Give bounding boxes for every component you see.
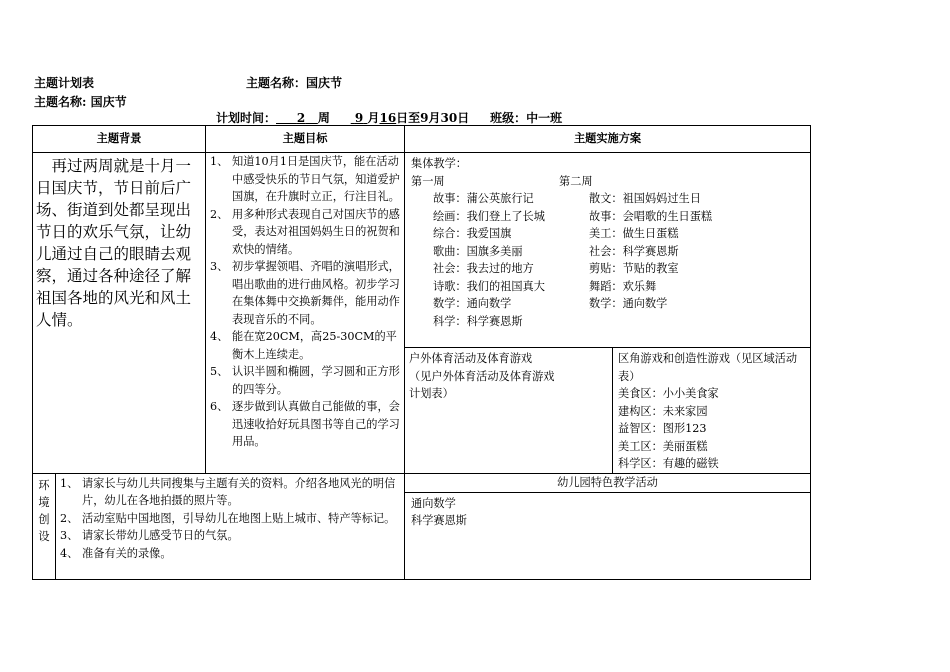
goal-text: 认识半圆和椭圆，学习圆和正方形的四等分。	[232, 365, 400, 396]
goal-item	[210, 153, 400, 206]
month-unit: 月	[367, 111, 380, 125]
env-label-cell	[33, 473, 56, 579]
outdoor-cell	[405, 348, 613, 474]
env-items-cell	[56, 473, 405, 579]
special-items-cell	[405, 492, 811, 579]
collective-row	[411, 313, 804, 331]
week-two-activity: 社会：科学赛恩斯	[589, 244, 679, 258]
week-two-activity	[581, 313, 804, 331]
week-two-label: 第二周	[559, 174, 593, 188]
collective-title: 集体教学：	[411, 157, 467, 170]
env-item-text: 活动室贴中国地图，引导幼儿在地图上贴上城市、特产等标记。	[82, 511, 396, 525]
date-range-end: 日至9月30日	[396, 111, 470, 125]
theme-name-label-2: 主题名称:	[34, 95, 87, 109]
env-item	[60, 527, 400, 545]
week-two-activity: 舞蹈：欢乐舞	[589, 279, 657, 293]
env-item-number: 2、	[60, 511, 79, 525]
special-item: 通向数学	[411, 496, 456, 510]
class-name: 中一班	[526, 111, 563, 125]
week-two-activity: 剪贴：节贴的教室	[589, 262, 679, 275]
env-item	[60, 510, 400, 528]
goal-number: 1、	[210, 155, 229, 168]
theme-plan-table	[32, 125, 811, 580]
goal-text: 知道10月1日是国庆节，能在活动中感受快乐的节日气氛，知道爱护国旗，在升旗时立正，行注目礼。	[232, 155, 400, 203]
goal-number: 3、	[210, 260, 229, 273]
outdoor-line: 计划表）	[409, 387, 454, 400]
background-text: 再过两周就是十月一日国庆节，节日前后广场、街道到处都呈现出节日的欢乐气氛，让幼儿通过自己的眼睛去观察，通过各种途径了解祖国各地的风光和风土人情。	[36, 157, 192, 329]
corner-area: 建构区：未来家园	[618, 404, 708, 418]
theme-name-value-2: 国庆节	[90, 95, 127, 109]
week-two-activity: 数学：通向数学	[589, 297, 668, 310]
corner-line: 区角游戏和创造性游戏（见区域活动表）	[618, 352, 798, 383]
collective-rows	[411, 190, 804, 330]
week-one-activity: 综合：我爱国旗	[433, 227, 512, 240]
goal-item	[210, 363, 400, 398]
env-label-char: 创	[38, 512, 50, 526]
goal-number: 4、	[210, 330, 229, 343]
corner-games	[613, 348, 810, 473]
week-one-activity: 数学：通向数学	[433, 297, 512, 310]
goal-number: 6、	[210, 400, 229, 413]
corner-area: 美工区：美丽蛋糕	[618, 439, 708, 453]
env-item-number: 3、	[60, 529, 79, 542]
collective-teaching-cell	[405, 153, 811, 348]
background-cell	[33, 153, 206, 474]
corner-area: 益智区：图形123	[618, 422, 707, 435]
special-items	[405, 493, 810, 530]
week-one-activity: 社会：我去过的地方	[433, 262, 534, 275]
class-label: 班级：	[490, 111, 527, 125]
goal-item	[210, 398, 400, 451]
collective-row	[411, 278, 804, 296]
env-label-char: 环	[38, 478, 50, 492]
week-two-activity: 故事：会唱歌的生日蛋糕	[589, 209, 713, 223]
corner-cell	[613, 348, 811, 474]
week-count: 2	[296, 111, 306, 125]
header-background: 主题背景	[33, 126, 206, 153]
week-two-activity: 美工：做生日蛋糕	[589, 227, 679, 240]
week-one-activity: 科学：科学赛恩斯	[433, 314, 523, 328]
plan-time-line	[216, 109, 562, 126]
week-one-activity: 歌曲：国旗多美丽	[433, 244, 523, 258]
env-item-text: 准备有关的录像。	[82, 546, 172, 560]
collective-teaching	[405, 153, 810, 330]
env-label	[33, 474, 55, 545]
start-month: 9	[354, 111, 364, 125]
goal-text: 初步掌握领唱、齐唱的演唱形式，唱出歌曲的进行曲风格。初步学习在集体舞中交换新舞伴，能用动作表现音乐的不同。	[232, 260, 400, 326]
collective-row	[411, 190, 804, 208]
special-activity-title: 幼儿园特色教学活动	[557, 475, 658, 489]
env-label-char: 境	[38, 495, 50, 509]
goals-cell	[206, 153, 405, 474]
outdoor-activities	[405, 348, 612, 403]
env-label-char: 设	[38, 529, 50, 543]
special-item: 科学赛恩斯	[411, 514, 467, 527]
goal-number: 5、	[210, 365, 229, 378]
collective-row	[411, 243, 804, 261]
env-list	[56, 474, 404, 563]
env-item-text: 请家长带幼儿感受节日的气氛。	[82, 529, 239, 542]
outdoor-line: （见户外体育活动及体育游戏	[409, 369, 555, 383]
collective-row	[411, 225, 804, 243]
collective-row	[411, 260, 804, 278]
goal-text: 用多种形式表现自己对国庆节的感受，表达对祖国妈妈生日的祝贺和欢快的情绪。	[232, 207, 400, 256]
theme-name-line	[34, 93, 127, 110]
week-header-row	[411, 173, 804, 191]
goal-item	[210, 258, 400, 328]
env-item	[60, 475, 400, 510]
plan-time-label: 计划时间：	[216, 111, 277, 125]
corner-areas	[618, 385, 804, 473]
week-two-activity: 散文：祖国妈妈过生日	[589, 192, 701, 205]
goal-item	[210, 328, 400, 363]
env-item-text: 请家长与幼儿共同搜集与主题有关的资料。介绍各地风光的明信片，幼儿在各地拍摄的照片等。	[82, 476, 396, 507]
corner-area: 美食区：小小美食家	[618, 387, 719, 400]
goal-text: 逐步做到认真做自己能做的事，会迅速收拾好玩具图书等自己的学习用品。	[232, 400, 400, 448]
goal-number: 2、	[210, 207, 229, 221]
env-item	[60, 545, 400, 563]
theme-name-value: 国庆节	[306, 76, 343, 90]
corner-lines	[618, 350, 804, 385]
collective-row	[411, 295, 804, 313]
theme-name-label: 主题名称：	[246, 76, 307, 90]
corner-area: 科学区：有趣的磁铁	[618, 457, 719, 470]
goals-list	[206, 153, 404, 451]
goal-text: 能在宽20CM，高25-30CM的平衡木上连续走。	[232, 330, 397, 361]
theme-name-header	[246, 74, 342, 91]
start-day: 16	[379, 111, 397, 125]
week-one-activity: 故事：蒲公英旅行记	[433, 192, 534, 205]
week-one-activity: 绘画：我们登上了长城	[433, 209, 545, 223]
collective-row	[411, 208, 804, 226]
header-goals: 主题目标	[206, 126, 405, 153]
header-plan: 主题实施方案	[405, 126, 811, 153]
week-one-activity: 诗歌：我们的祖国真大	[433, 279, 545, 293]
goal-item	[210, 206, 400, 259]
env-item-number: 1、	[60, 476, 79, 490]
week-unit: 周	[317, 111, 330, 125]
special-title-cell	[405, 473, 811, 492]
outdoor-line: 户外体育活动及体育游戏	[409, 352, 533, 365]
env-item-number: 4、	[60, 546, 79, 560]
week-one-label: 第一周	[411, 174, 445, 188]
document-title: 主题计划表	[34, 76, 95, 90]
